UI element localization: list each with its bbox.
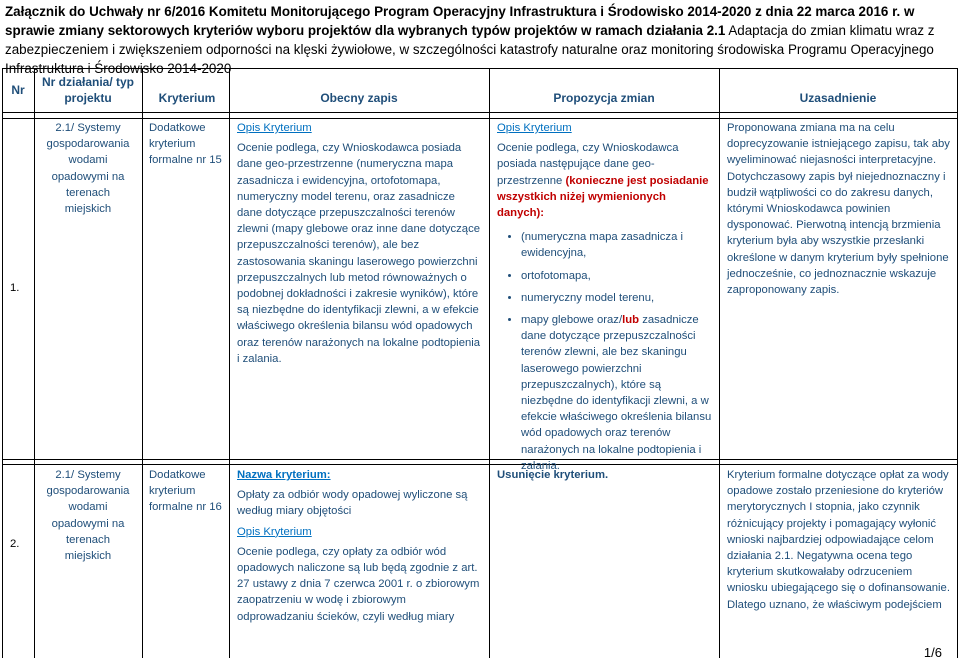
header-nr: Nr <box>11 83 25 97</box>
row2-proposal: Usunięcie kryterium. <box>497 469 609 481</box>
header-subtitle: Adaptacja do zmian klimatu wraz z zabezpieczeniem i zwiększeniem odporności na klęski żywiołowe, w szczególności katastrofy naturalne oraz monitoring środowiska Programu Operacyjnego Infrastruktura i Środowisko 2014-2020 <box>5 23 935 76</box>
header-justification: Uzasadnienie <box>799 91 877 105</box>
row1-current-text: Ocenie podlega, czy Wnioskodawca posiada dane geo-przestrzenne (numeryczna mapa zasadnicza i ewidencyjna, ortofotomapa, numeryczny model terenu, oraz zasadnicze dane dotyczące przepuszczalności terenów zlewni (mapy glebowe oraz inne dane dotyczące przepuszczalności terenów), ale bez zastosowania skaningu laserowego powierzchni przepuszczalnych lub metod równoważnych o podobnej dokładności i zakresie wyników), które są niezbędne do identyfikacji zlewni, a w efekcie właściwego określenia bilansu wód opadowych oraz terenów narażonych na lokalne podtopienia i zalania. <box>237 142 481 365</box>
row2-justification: Kryterium formalne dotyczące opłat za wody opadowe zostało przeniesione do kryteriów merytorycznych I stopnia, jako czynnik różnicujący projekty i pomagający wyłonić wnioski najbardziej odpowiadające celom działania 2.1. Negatywna ocena tego kryterium skutkowałaby odrzuceniem wniosku ubiegającego się o dofinansowanie. Dlatego uznano, że właściwym podejściem <box>727 469 950 611</box>
row1-criterion: Dodatkowe kryterium formalne nr 15 <box>149 122 222 167</box>
row2-current-name-heading: Nazwa kryterium: <box>237 469 331 481</box>
row1-current <box>237 120 482 367</box>
row1-proposal-heading: Opis Kryterium <box>497 122 572 134</box>
row2-action: 2.1/ Systemy gospodarowania wodami opadowymi na terenach miejskich <box>46 469 130 563</box>
row1-proposal-requirement: (konieczne jest posiadanie wszystkich niżej wymienionych danych): <box>497 174 709 220</box>
row2-criterion: Dodatkowe kryterium formalne nr 16 <box>149 469 222 514</box>
row1-proposal-list <box>497 229 712 474</box>
row1-nr: 1. <box>10 282 20 294</box>
list-item: • ortofotomapa, <box>521 268 712 284</box>
row2-current <box>237 467 482 625</box>
header-proposal: Propozycja zmian <box>553 91 655 105</box>
row1-current-heading: Opis Kryterium <box>237 122 312 134</box>
row2-current-name: Opłaty za odbiór wody opadowej wyliczone są według miary objętości <box>237 489 468 518</box>
list-item: • mapy glebowe oraz/lub zasadnicze dane dotyczące przepuszczalności terenów zlewni, ale bez skaningu laserowego powierzchni przepuszczalnych), które są niezbędne do identyfikacji zlewni, a w efekcie właściwego określenia bilansu wód opadowych oraz terenów narażonych na lokalne podtopienia i zalania. <box>521 312 712 474</box>
row2-current-text: Ocenie podlega, czy opłaty za odbiór wód opadowych naliczone są lub będą zgodnie z art. 27 ustawy z dnia 7 czerwca 2001 r. o zbiorowym zaopatrzeniu w wodę i zbiorowym odprowadzaniu ścieków, czyli według miary <box>237 545 480 623</box>
page-number: 1/6 <box>923 645 942 660</box>
document-header <box>5 2 955 78</box>
header-title: Załącznik do Uchwały nr 6/2016 Komitetu Monitorującego Program Operacyjny Infrastruktura i Środowisko 2014-2020 z dnia 22 marca 2016 r. w sprawie zmiany sektorowych kryteriów wyboru projektów dla wybranych typów projektów w ramach działania 2.1 <box>5 4 915 38</box>
row1-justification: Proponowana zmiana ma na celu doprecyzowanie istniejącego zapisu, tak aby wyeliminować niejasności interpretacyjne. Dotychczasowy zapis był niejednoznaczny i budził wątpliwości co do zakresu danych, którymi Wnioskodawca powinien dysponować. Pierwotną intencją brzmienia kryterium była aby wszystkie przesłanki określone w danym kryterium były spełnione jednocześnie, co jednoznacznie wskazuje zaproponowany zapis. <box>727 122 950 297</box>
row2-current-heading: Opis Kryterium <box>237 525 312 538</box>
header-action: Nr działania/ typ projektu <box>41 75 135 105</box>
row1-action: 2.1/ Systemy gospodarowania wodami opadowymi na terenach miejskich <box>46 122 130 216</box>
row1-proposal-intro: Ocenie podlega, czy Wnioskodawca posiada następujące dane geo-przestrzenne (konieczne jest posiadanie wszystkich niżej wymienionych danych): <box>497 142 709 220</box>
header-current: Obecny zapis <box>320 91 398 105</box>
row1-proposal <box>497 120 712 480</box>
header-criterion: Kryterium <box>158 91 216 105</box>
row2-nr: 2. <box>10 538 20 550</box>
list-item: • (numeryczna mapa zasadnicza i ewidencyjna, <box>521 229 712 261</box>
list-item: • numeryczny model terenu, <box>521 290 712 306</box>
criteria-table <box>2 68 958 658</box>
